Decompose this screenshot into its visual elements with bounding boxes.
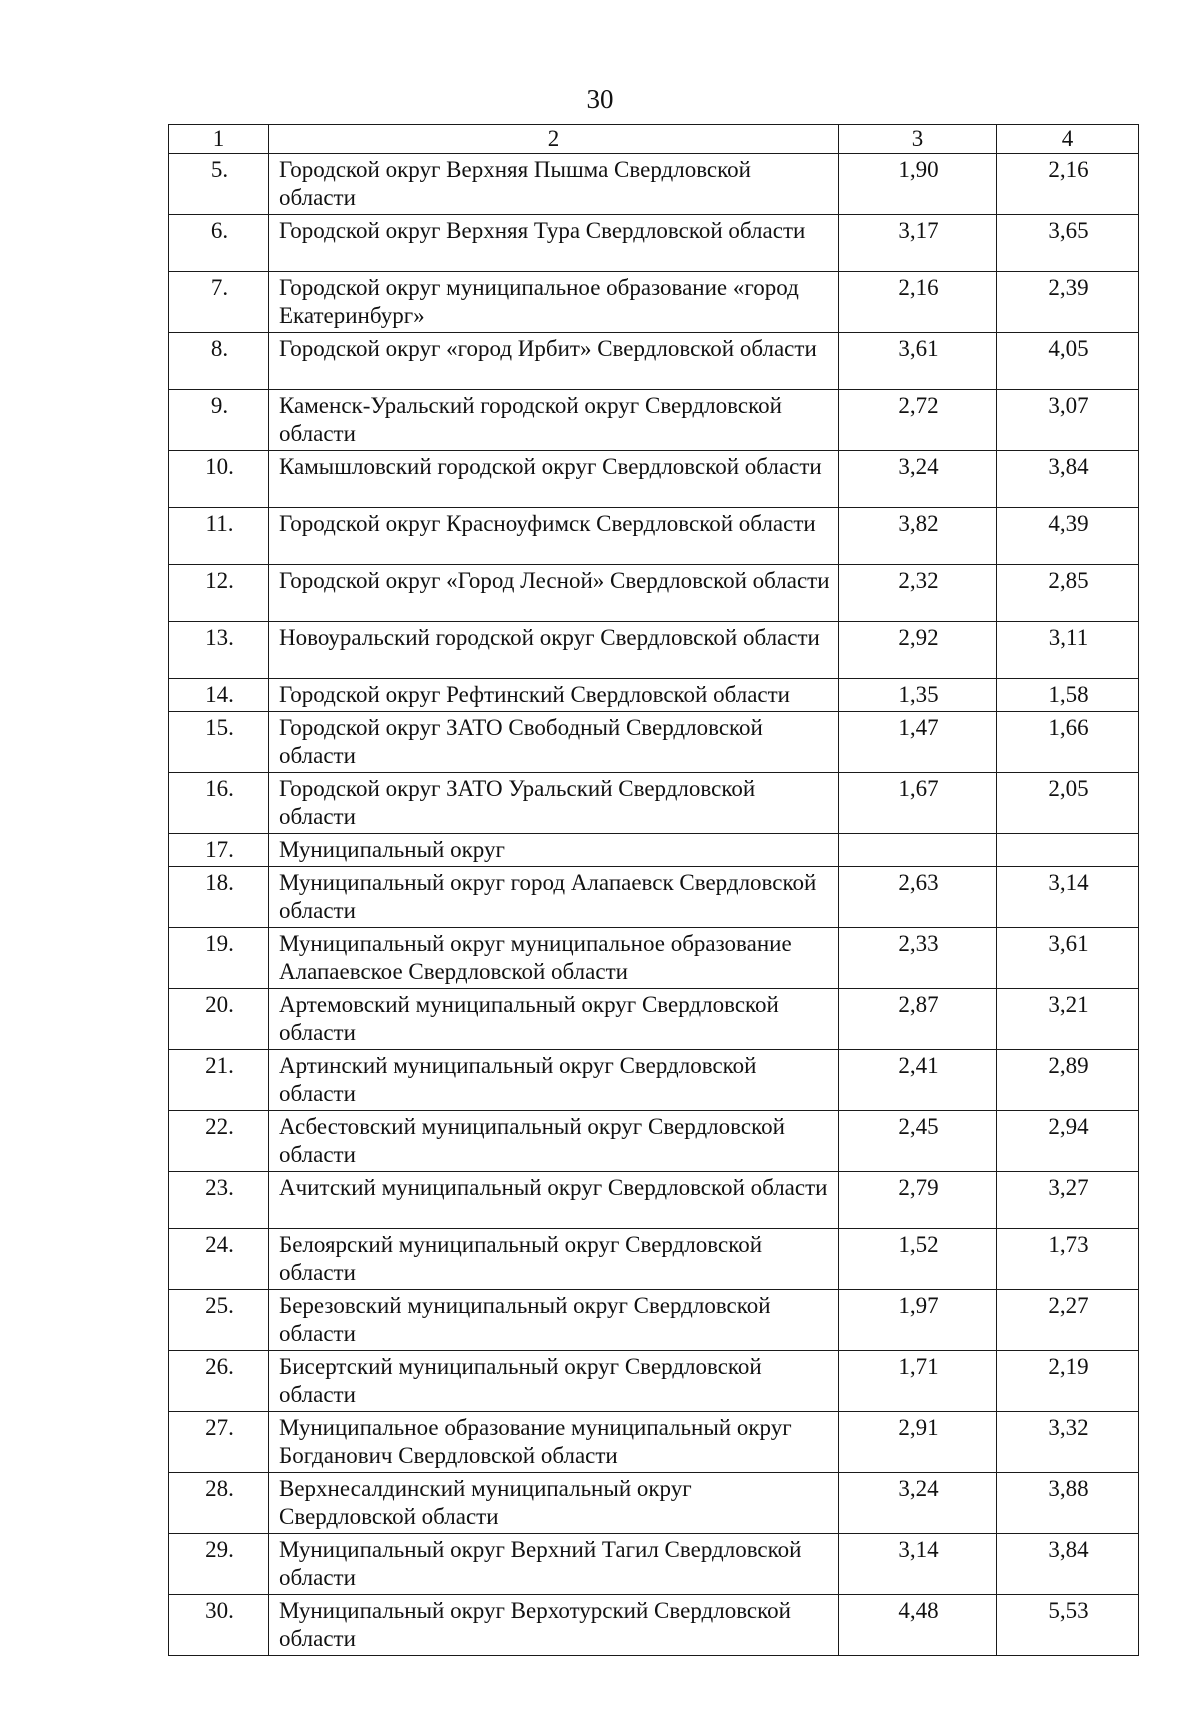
municipality-name-cell: Городской округ муниципальное образование «город Екатеринбург»: [269, 272, 839, 333]
row-number-cell: 19.: [169, 928, 269, 989]
value-col4-cell: 2,05: [997, 773, 1139, 834]
value-col4-cell: 3,21: [997, 989, 1139, 1050]
value-col4-cell: 3,61: [997, 928, 1139, 989]
row-number-cell: 28.: [169, 1473, 269, 1534]
value-col3-cell: 3,61: [839, 333, 997, 390]
row-number-cell: 15.: [169, 712, 269, 773]
value-col3-cell: 2,41: [839, 1050, 997, 1111]
value-col4-cell: 3,84: [997, 451, 1139, 508]
value-col3-cell: 2,33: [839, 928, 997, 989]
row-number-cell: 10.: [169, 451, 269, 508]
value-col3-cell: 3,14: [839, 1534, 997, 1595]
table-row: [169, 1172, 1139, 1229]
table-row: [169, 1534, 1139, 1595]
table-row: [169, 1050, 1139, 1111]
row-number-cell: 27.: [169, 1412, 269, 1473]
header-cell-2: 2: [269, 125, 839, 154]
municipality-name-cell: Городской округ ЗАТО Уральский Свердловской области: [269, 773, 839, 834]
value-col4-cell: 2,19: [997, 1351, 1139, 1412]
municipality-name-cell: Верхнесалдинский муниципальный округ Свердловской области: [269, 1473, 839, 1534]
municipality-name-cell: Каменск-Уральский городской округ Свердловской области: [269, 390, 839, 451]
value-col3-cell: 1,71: [839, 1351, 997, 1412]
municipality-name-cell: Артемовский муниципальный округ Свердловской области: [269, 989, 839, 1050]
row-number-cell: 26.: [169, 1351, 269, 1412]
value-col4-cell: 1,73: [997, 1229, 1139, 1290]
value-col3-cell: 2,32: [839, 565, 997, 622]
value-col3-cell: 2,63: [839, 867, 997, 928]
row-number-cell: 18.: [169, 867, 269, 928]
row-number-cell: 23.: [169, 1172, 269, 1229]
municipality-name-cell: Городской округ ЗАТО Свободный Свердловской области: [269, 712, 839, 773]
value-col3-cell: 1,90: [839, 154, 997, 215]
row-number-cell: 14.: [169, 679, 269, 712]
municipality-name-cell: Бисертский муниципальный округ Свердловской области: [269, 1351, 839, 1412]
table-row: [169, 272, 1139, 333]
table-row: [169, 333, 1139, 390]
value-col4-cell: 4,05: [997, 333, 1139, 390]
table-row: [169, 679, 1139, 712]
row-number-cell: 22.: [169, 1111, 269, 1172]
table-row: [169, 1595, 1139, 1656]
row-number-cell: 24.: [169, 1229, 269, 1290]
value-col3-cell: [839, 834, 997, 867]
row-number-cell: 7.: [169, 272, 269, 333]
table-row: [169, 1290, 1139, 1351]
municipality-name-cell: Ачитский муниципальный округ Свердловской области: [269, 1172, 839, 1229]
value-col3-cell: 2,16: [839, 272, 997, 333]
value-col4-cell: 2,94: [997, 1111, 1139, 1172]
table-row: [169, 508, 1139, 565]
row-number-cell: 5.: [169, 154, 269, 215]
value-col3-cell: 3,24: [839, 1473, 997, 1534]
value-col4-cell: 3,07: [997, 390, 1139, 451]
table-row: [169, 712, 1139, 773]
municipality-name-cell: Асбестовский муниципальный округ Свердловской области: [269, 1111, 839, 1172]
page-number: 30: [586, 84, 614, 114]
value-col4-cell: 3,27: [997, 1172, 1139, 1229]
data-table: [168, 124, 1139, 1656]
table-row: [169, 1111, 1139, 1172]
municipality-name-cell: Муниципальный округ Верхний Тагил Свердловской области: [269, 1534, 839, 1595]
value-col3-cell: 1,97: [839, 1290, 997, 1351]
value-col4-cell: 1,58: [997, 679, 1139, 712]
row-number-cell: 11.: [169, 508, 269, 565]
value-col4-cell: 3,32: [997, 1412, 1139, 1473]
table-row: [169, 773, 1139, 834]
value-col3-cell: 3,82: [839, 508, 997, 565]
table-row: [169, 154, 1139, 215]
municipality-name-cell: Городской округ Верхняя Тура Свердловской области: [269, 215, 839, 272]
municipality-name-cell: Муниципальный округ муниципальное образование Алапаевское Свердловской области: [269, 928, 839, 989]
value-col3-cell: 4,48: [839, 1595, 997, 1656]
row-number-cell: 12.: [169, 565, 269, 622]
table-header-row: [169, 125, 1139, 154]
table-row: [169, 622, 1139, 679]
row-number-cell: 29.: [169, 1534, 269, 1595]
row-number-cell: 6.: [169, 215, 269, 272]
municipality-name-cell: Муниципальное образование муниципальный округ Богданович Свердловской области: [269, 1412, 839, 1473]
value-col4-cell: 3,88: [997, 1473, 1139, 1534]
value-col3-cell: 1,52: [839, 1229, 997, 1290]
value-col3-cell: 1,35: [839, 679, 997, 712]
municipality-name-cell: Камышловский городской округ Свердловской области: [269, 451, 839, 508]
value-col3-cell: 2,45: [839, 1111, 997, 1172]
row-number-cell: 21.: [169, 1050, 269, 1111]
municipality-name-cell: Городской округ Рефтинский Свердловской области: [269, 679, 839, 712]
row-number-cell: 16.: [169, 773, 269, 834]
value-col3-cell: 2,91: [839, 1412, 997, 1473]
table-row: [169, 390, 1139, 451]
value-col3-cell: 3,17: [839, 215, 997, 272]
municipality-name-cell: Новоуральский городской округ Свердловской области: [269, 622, 839, 679]
value-col3-cell: 2,79: [839, 1172, 997, 1229]
value-col4-cell: [997, 834, 1139, 867]
row-number-cell: 30.: [169, 1595, 269, 1656]
table-row: [169, 1473, 1139, 1534]
table-row: [169, 867, 1139, 928]
table-row: [169, 989, 1139, 1050]
row-number-cell: 9.: [169, 390, 269, 451]
value-col3-cell: 2,72: [839, 390, 997, 451]
municipality-name-cell: Городской округ «Город Лесной» Свердловской области: [269, 565, 839, 622]
value-col4-cell: 3,11: [997, 622, 1139, 679]
row-number-cell: 17.: [169, 834, 269, 867]
table-row: [169, 1412, 1139, 1473]
value-col3-cell: 2,87: [839, 989, 997, 1050]
table-row: [169, 1229, 1139, 1290]
value-col4-cell: 2,16: [997, 154, 1139, 215]
municipality-name-cell: Муниципальный округ: [269, 834, 839, 867]
value-col4-cell: 3,84: [997, 1534, 1139, 1595]
value-col4-cell: 2,85: [997, 565, 1139, 622]
row-number-cell: 20.: [169, 989, 269, 1050]
value-col4-cell: 4,39: [997, 508, 1139, 565]
table-row: [169, 834, 1139, 867]
table-row: [169, 928, 1139, 989]
header-cell-4: 4: [997, 125, 1139, 154]
table-row: [169, 565, 1139, 622]
municipality-name-cell: Муниципальный округ Верхотурский Свердловской области: [269, 1595, 839, 1656]
municipality-name-cell: Белоярский муниципальный округ Свердловской области: [269, 1229, 839, 1290]
municipality-name-cell: Муниципальный округ город Алапаевск Свердловской области: [269, 867, 839, 928]
value-col4-cell: 2,39: [997, 272, 1139, 333]
header-cell-1: 1: [169, 125, 269, 154]
row-number-cell: 13.: [169, 622, 269, 679]
municipality-name-cell: Городской округ Красноуфимск Свердловской области: [269, 508, 839, 565]
value-col3-cell: 1,47: [839, 712, 997, 773]
value-col4-cell: 2,27: [997, 1290, 1139, 1351]
table-row: [169, 451, 1139, 508]
value-col4-cell: 2,89: [997, 1050, 1139, 1111]
municipality-name-cell: Городской округ Верхняя Пышма Свердловской области: [269, 154, 839, 215]
table-row: [169, 1351, 1139, 1412]
row-number-cell: 8.: [169, 333, 269, 390]
value-col3-cell: 2,92: [839, 622, 997, 679]
row-number-cell: 25.: [169, 1290, 269, 1351]
value-col4-cell: 1,66: [997, 712, 1139, 773]
municipality-name-cell: Артинский муниципальный округ Свердловской области: [269, 1050, 839, 1111]
header-cell-3: 3: [839, 125, 997, 154]
municipality-name-cell: Городской округ «город Ирбит» Свердловской области: [269, 333, 839, 390]
value-col4-cell: 3,14: [997, 867, 1139, 928]
value-col4-cell: 3,65: [997, 215, 1139, 272]
value-col3-cell: 1,67: [839, 773, 997, 834]
table-body: [169, 125, 1139, 1656]
municipality-name-cell: Березовский муниципальный округ Свердловской области: [269, 1290, 839, 1351]
value-col3-cell: 3,24: [839, 451, 997, 508]
value-col4-cell: 5,53: [997, 1595, 1139, 1656]
table-row: [169, 215, 1139, 272]
